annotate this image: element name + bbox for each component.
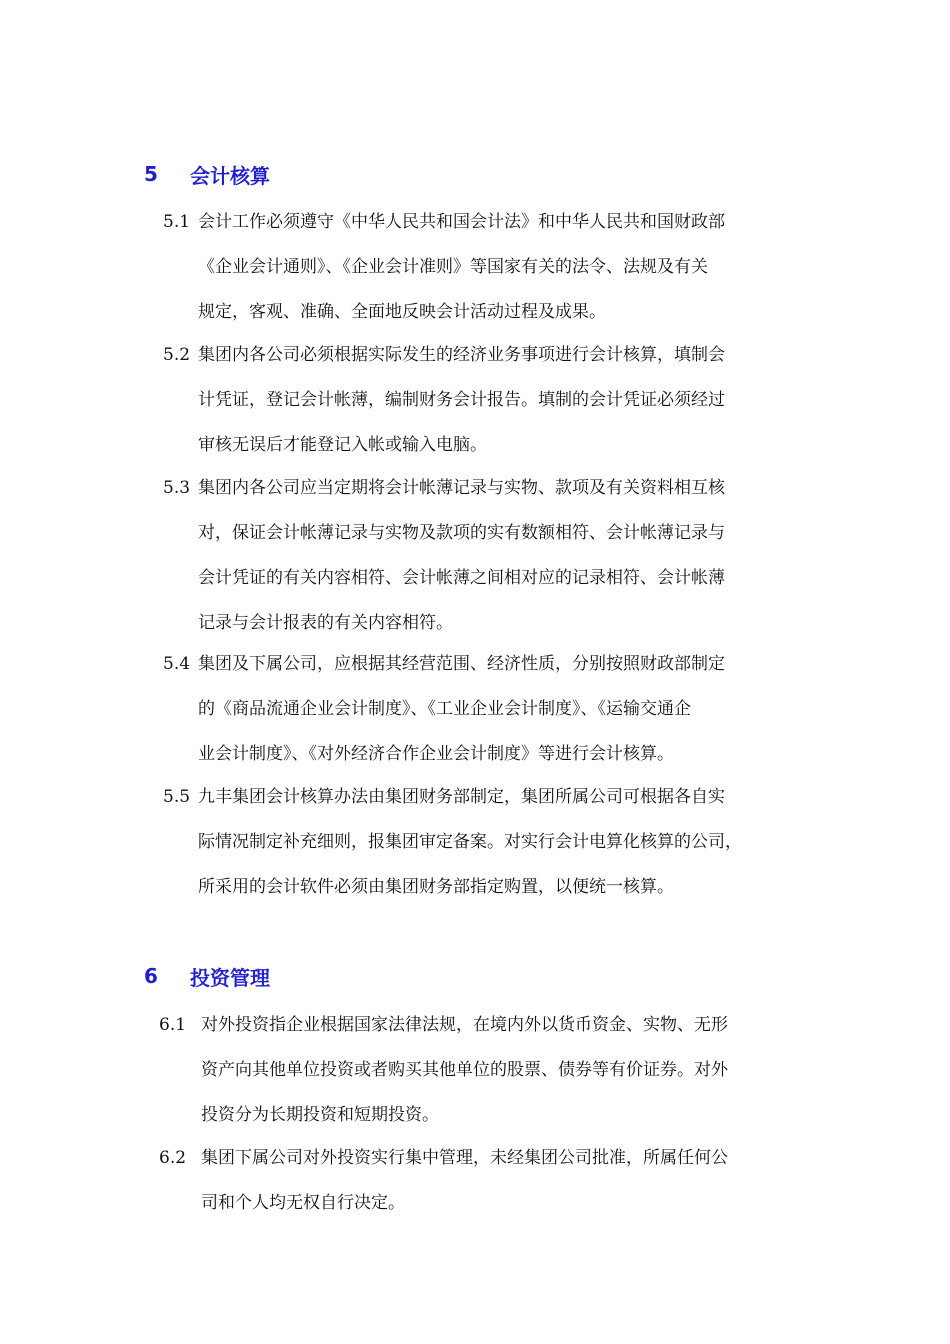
clause-line: 投资分为长期投资和短期投资。 — [201, 1105, 439, 1125]
clause-number: 5.5 — [163, 787, 191, 807]
clause-number: 5.3 — [163, 478, 191, 498]
clause-number: 6.1 — [159, 1015, 187, 1035]
clause-number: 5.1 — [163, 212, 191, 232]
clause-line: 规定，客观、准确、全面地反映会计活动过程及成果。 — [198, 302, 606, 322]
clause-text — [198, 642, 798, 777]
clause-line: 集团内各公司应当定期将会计帐薄记录与实物、款项及有关资料相互核 — [198, 478, 725, 498]
section-heading-6 — [144, 961, 270, 991]
clause-text — [201, 1136, 801, 1226]
clause-line: 计凭证，登记会计帐薄，编制财务会计报告。填制的会计凭证必须经过 — [198, 390, 725, 410]
clause-line: 集团下属公司对外投资实行集中管理，未经集团公司批准，所属任何公 — [201, 1148, 728, 1168]
clause-text — [198, 775, 798, 910]
section-title: 投资管理 — [190, 965, 270, 990]
clause-number: 6.2 — [159, 1148, 187, 1168]
section-number: 6 — [144, 964, 158, 988]
clause-line: 会计工作必须遵守《中华人民共和国会计法》和中华人民共和国财政部 — [198, 212, 725, 232]
clause-line: 九丰集团会计核算办法由集团财务部制定，集团所属公司可根据各自实 — [198, 787, 725, 807]
clause-number: 5.4 — [163, 654, 191, 674]
clause-line: 所采用的会计软件必须由集团财务部指定购置，以便统一核算。 — [198, 877, 674, 897]
clause-text — [198, 333, 798, 468]
clause-line: 集团及下属公司，应根据其经营范围、经济性质，分别按照财政部制定 — [198, 654, 725, 674]
clause-line: 《企业会计通则》、《企业会计准则》等国家有关的法令、法规及有关 — [198, 257, 708, 277]
clause-line: 对外投资指企业根据国家法律法规，在境内外以货币资金、实物、无形 — [201, 1015, 728, 1035]
clause-text — [201, 1003, 801, 1138]
clause-line: 集团内各公司必须根据实际发生的经济业务事项进行会计核算，填制会 — [198, 345, 725, 365]
clause-line: 记录与会计报表的有关内容相符。 — [198, 613, 453, 633]
clause-line: 审核无误后才能登记入帐或输入电脑。 — [198, 435, 487, 455]
clause-line: 的《商品流通企业会计制度》、《工业企业会计制度》、《运输交通企 — [198, 699, 691, 719]
clause-line: 业会计制度》、《对外经济合作企业会计制度》等进行会计核算。 — [198, 744, 674, 764]
section-heading-5 — [144, 159, 270, 189]
clause-line: 际情况制定补充细则，报集团审定备案。对实行会计电算化核算的公司， — [198, 832, 742, 852]
section-title: 会计核算 — [190, 163, 270, 188]
clause-number: 5.2 — [163, 345, 191, 365]
section-number: 5 — [144, 162, 158, 186]
clause-line: 对，保证会计帐薄记录与实物及款项的实有数额相符、会计帐薄记录与 — [198, 523, 725, 543]
clause-line: 会计凭证的有关内容相符、会计帐薄之间相对应的记录相符、会计帐薄 — [198, 568, 725, 588]
clause-text — [198, 200, 798, 335]
clause-line: 资产向其他单位投资或者购买其他单位的股票、债券等有价证券。对外 — [201, 1060, 728, 1080]
clause-text — [198, 466, 798, 646]
clause-line: 司和个人均无权自行决定。 — [201, 1193, 405, 1213]
